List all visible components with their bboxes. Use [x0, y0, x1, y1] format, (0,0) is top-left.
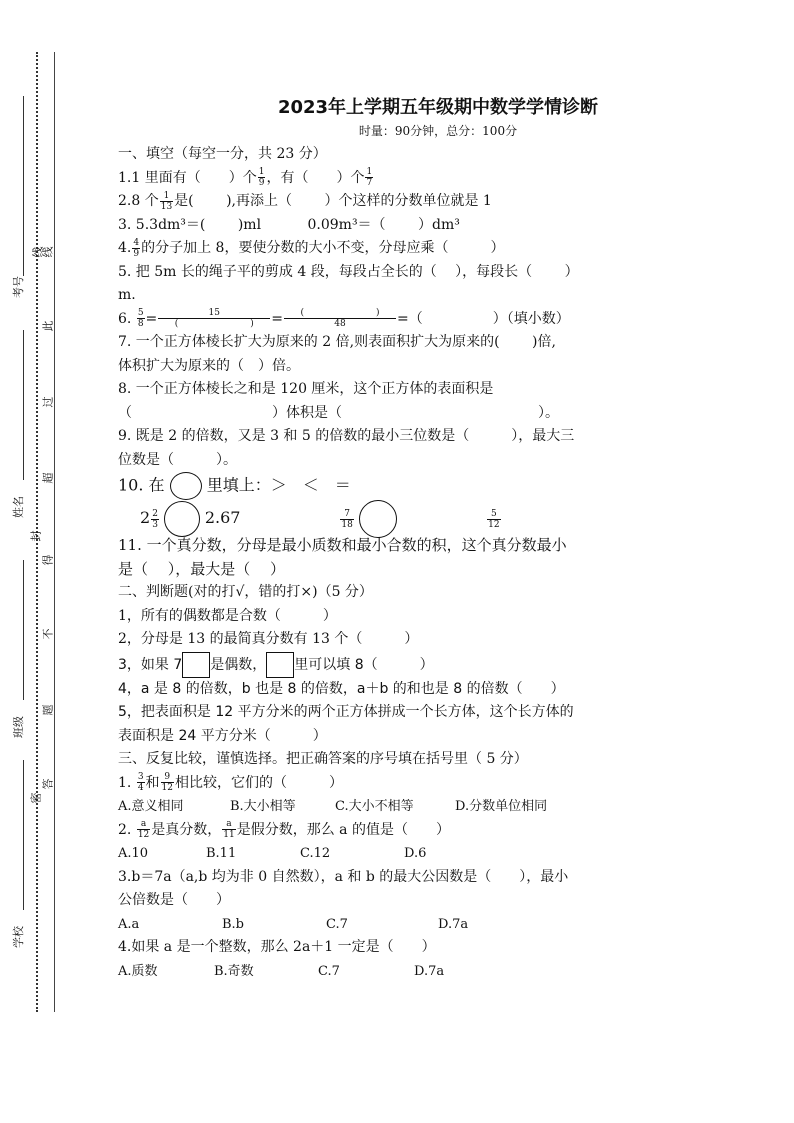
seal-char: 答: [41, 778, 55, 790]
question-1-10: [118, 472, 698, 500]
choice-2-options: [118, 842, 698, 866]
numerator: 7: [340, 509, 353, 520]
numerator: 4: [133, 237, 140, 248]
denominator: 13: [160, 201, 173, 212]
choice-2: [118, 819, 698, 843]
fraction: [137, 308, 145, 329]
numerator: 9: [161, 772, 174, 783]
name-underline: [23, 330, 24, 480]
question-1-5-line1: 5. 把 5m 长的绳子平的剪成 4 段，每段占全长的（ ），每段长（ ）: [118, 263, 579, 280]
fraction: [160, 191, 173, 212]
numerator: a: [222, 819, 235, 830]
choice-1: [118, 772, 698, 796]
question-1-4: [118, 237, 698, 261]
numerator: 15: [158, 308, 270, 319]
question-1-11-line2: 是（ ），最大是（ ）: [118, 559, 286, 578]
fraction: [151, 509, 159, 530]
numerator: 1: [160, 191, 173, 202]
class-underline: [23, 560, 24, 700]
seal-char: 密: [29, 792, 43, 804]
denominator: 12: [161, 783, 173, 793]
question-text: 和: [145, 774, 160, 791]
question-text: ，有（ ）个: [266, 169, 365, 186]
question-1-10-items: [118, 500, 698, 534]
fraction: [258, 167, 266, 188]
numerator: 5: [487, 509, 500, 520]
denominator: 3: [152, 519, 158, 530]
question-text: 里可以填 8（ ）: [294, 656, 434, 673]
question-text: 的分子加上 8，要使分数的大小不变，分母应乘（ ）: [141, 240, 505, 256]
numerator: a: [137, 819, 150, 830]
answer-box[interactable]: [266, 652, 294, 678]
judge-5-line1: 5，把表面积是 12 平方分米的两个正方体拼成一个长方体，这个长方体的: [118, 704, 574, 720]
seal-char: 此: [41, 320, 55, 332]
question-text: =（ ）（填小数）: [397, 310, 570, 327]
question-text: 10. 在: [118, 475, 165, 495]
question-1-9-line1: 9. 既是 2 的倍数，又是 3 和 5 的倍数的最小三位数是（ ），最大三: [118, 428, 575, 444]
choice-4-options: [118, 960, 698, 984]
judge-2: 2，分母是 13 的最简真分数有 13 个（ ）: [118, 631, 419, 647]
question-1-11-line1: 11. 一个真分数，分母是最小质数和最小合数的积，这个真分数最小: [118, 536, 567, 554]
fraction: [222, 819, 235, 840]
question-number: 4.: [118, 240, 132, 256]
exam-number-underline: [23, 96, 24, 276]
denominator: 48: [334, 319, 346, 329]
question-text: 是假分数，那么 a 的值是（ ）: [236, 821, 450, 838]
fraction: [340, 509, 353, 530]
answer-circle[interactable]: [359, 500, 397, 538]
judge-5-line2: 表面积是 24 平方分米（ ）: [118, 727, 327, 744]
denominator: 12: [137, 830, 150, 840]
seal-char: 不: [41, 628, 55, 640]
question-1-3: 3. 5.3dm³＝( )ml 0.09m³＝（ ）dm³: [118, 216, 460, 233]
choice-3-options: [118, 913, 698, 937]
question-number: 1.: [118, 774, 132, 791]
fraction: [137, 819, 150, 840]
question-text: 1.1 里面有（ ）个: [118, 169, 257, 186]
question-1-8-line2: （ ）体积是（ ）。: [118, 404, 559, 421]
choice-1-options: [118, 795, 698, 819]
option[interactable]: B.b: [222, 916, 245, 932]
option[interactable]: A.质数: [118, 963, 158, 979]
option[interactable]: C.7: [326, 916, 348, 932]
section-heading: 一、填空（每空一分，共 23 分）: [118, 146, 327, 162]
school-label: 学校: [12, 926, 25, 948]
question-1-6: 6. $\frac{5}{8}$ = $\frac{15}{( )}$ = $\frac{( )}{48}$ =（ ）（填小数）: [118, 308, 570, 329]
numerator: 3: [137, 772, 144, 782]
numerator: 5: [137, 308, 144, 318]
option[interactable]: D.7a: [438, 916, 469, 932]
question-text: 是真分数，: [151, 821, 222, 838]
question-1-8-line1: 8. 一个正方体棱长之和是 120 厘米，这个正方体的表面积是: [118, 381, 494, 397]
answer-box[interactable]: [182, 652, 210, 678]
name-label: 姓名: [12, 496, 25, 518]
option[interactable]: D.7a: [414, 963, 445, 979]
school-underline: [23, 760, 24, 910]
question-text: 3，如果 7: [118, 656, 183, 673]
denominator: 4: [137, 783, 144, 793]
page-subtitle: 时量：90分钟，总分：100分: [358, 123, 518, 138]
fraction: [365, 167, 373, 188]
question-text: 相比较，它们的（ ）: [175, 774, 343, 791]
seal-char: 题: [41, 704, 55, 716]
choice-3-line2: 公倍数是（ ）: [118, 892, 230, 908]
fraction: [137, 772, 145, 793]
seal-char: 线: [41, 246, 55, 258]
compare-value: 2.67: [204, 508, 241, 527]
section-heading: 二、判断题(对的打√，错的打×)（5 分）: [118, 584, 373, 600]
option[interactable]: A.意义相同: [118, 799, 184, 814]
question-1-1: [118, 167, 698, 191]
question-1-2: [118, 190, 698, 214]
denominator: 7: [366, 178, 373, 188]
class-label: 班级: [12, 716, 25, 738]
denominator: 9: [133, 248, 140, 259]
question-1-7-line2: 体积扩大为原来的（ ）倍。: [118, 357, 300, 374]
denominator: 9: [258, 178, 265, 188]
section-heading: 三、反复比较，谨慎选择。把正确答案的序号填在括号里（ 5 分）: [118, 751, 528, 767]
seal-char: 过: [41, 396, 55, 408]
question-1-7-line1: 7. 一个正方体棱长扩大为原来的 2 倍,则表面积扩大为原来的( )倍,: [118, 334, 556, 350]
option[interactable]: C.7: [318, 963, 340, 979]
judge-3: [118, 652, 698, 678]
denominator: 11: [223, 830, 235, 840]
question-text: 是( ),再添上（ ）个这样的分数单位就是 1: [174, 193, 492, 209]
option[interactable]: B.奇数: [214, 963, 254, 979]
judge-4: 4，a 是 8 的倍数，b 也是 8 的倍数，a＋b 的和也是 8 的倍数（ ）: [118, 680, 565, 697]
fraction: [158, 308, 270, 329]
question-1-5-line2: m.: [118, 287, 136, 303]
question-number: 6.: [118, 310, 132, 327]
question-text: 里填上：＞ ＜ ＝: [206, 475, 351, 495]
numerator: 1: [366, 167, 373, 177]
question-1-9-line2: 位数是（ ）。: [118, 451, 237, 468]
option[interactable]: A.10: [118, 846, 149, 861]
binding-margin: [0, 0, 80, 1123]
seal-char: 超: [41, 472, 55, 484]
fraction: [487, 509, 500, 530]
seal-char: 封: [29, 530, 43, 542]
option[interactable]: B.11: [206, 846, 237, 861]
choice-3-line1: 3.b＝7a（a,b 均为非 0 自然数），a 和 b 的最大公因数是（ ），最小: [118, 868, 569, 885]
option[interactable]: C.大小不相等: [335, 799, 414, 814]
exam-number-label: 考号: [12, 276, 25, 298]
numerator: 1: [258, 167, 265, 177]
question-text: 是偶数，: [210, 656, 267, 673]
option[interactable]: B.大小相等: [230, 799, 296, 814]
answer-circle[interactable]: [170, 472, 202, 500]
fraction: [284, 308, 396, 329]
option[interactable]: D.6: [404, 846, 427, 861]
question-number: 2.: [118, 821, 132, 838]
option[interactable]: C.12: [300, 846, 331, 861]
seal-char: 线: [31, 246, 45, 258]
seal-char: 得: [41, 554, 55, 566]
option[interactable]: D.分数单位相同: [455, 799, 548, 814]
choice-4: 4.如果 a 是一个整数，那么 2a＋1 一定是（ ）: [118, 939, 436, 955]
fraction: [132, 238, 140, 259]
numerator: 2: [152, 508, 158, 519]
fraction: [161, 772, 174, 793]
answer-circle[interactable]: [164, 501, 200, 537]
denominator: 12: [488, 519, 500, 530]
page-title: 2023年上学期五年级期中数学学情诊断: [277, 97, 599, 118]
mixed-number-whole: 2: [140, 508, 151, 527]
option[interactable]: A.a: [118, 916, 140, 932]
numerator: ( ): [284, 308, 396, 319]
denominator: ( ): [174, 319, 254, 329]
exam-content: [118, 96, 698, 983]
seal-line: [54, 52, 55, 1012]
denominator: 18: [341, 519, 353, 530]
denominator: 8: [137, 319, 144, 329]
judge-1: 1，所有的偶数都是合数（ ）: [118, 607, 337, 624]
question-text: 2.8 个: [118, 193, 159, 209]
